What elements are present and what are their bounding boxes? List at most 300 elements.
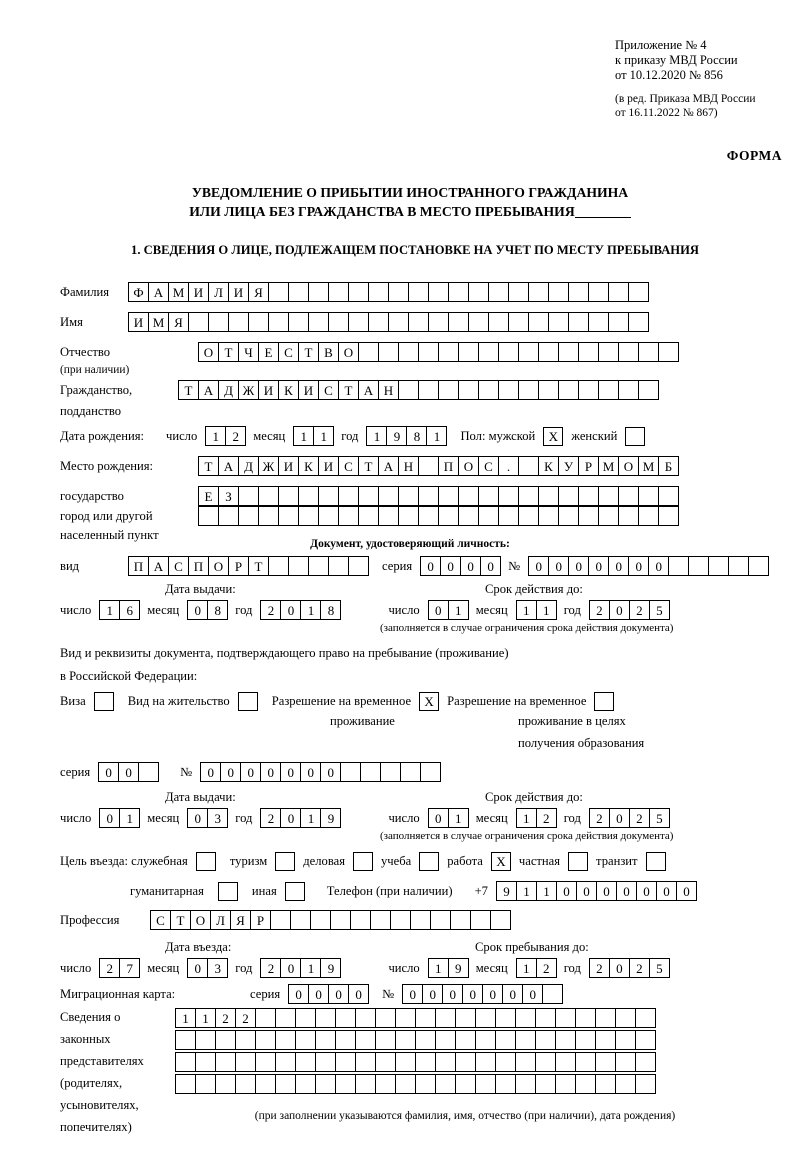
cell[interactable] bbox=[490, 910, 511, 930]
cell[interactable]: В bbox=[318, 342, 339, 362]
cell[interactable]: 0 bbox=[280, 600, 301, 620]
cell[interactable]: 0 bbox=[428, 600, 449, 620]
cell[interactable] bbox=[298, 506, 319, 526]
cell[interactable] bbox=[275, 1074, 296, 1094]
cell[interactable] bbox=[328, 556, 349, 576]
cell[interactable] bbox=[215, 1074, 236, 1094]
cell[interactable] bbox=[608, 282, 629, 302]
cell[interactable]: М bbox=[168, 282, 189, 302]
cell[interactable]: Б bbox=[658, 456, 679, 476]
cell[interactable]: 9 bbox=[448, 958, 469, 978]
cell[interactable] bbox=[235, 1074, 256, 1094]
cell[interactable]: 1 bbox=[300, 600, 321, 620]
cell[interactable]: 7 bbox=[119, 958, 140, 978]
cell[interactable] bbox=[598, 486, 619, 506]
edu-residence-checkbox[interactable] bbox=[594, 692, 614, 711]
cell[interactable]: 0 bbox=[260, 762, 281, 782]
cell[interactable] bbox=[458, 342, 479, 362]
cell[interactable] bbox=[658, 486, 679, 506]
cell[interactable]: К bbox=[278, 380, 299, 400]
cell[interactable]: 2 bbox=[99, 958, 120, 978]
cell[interactable] bbox=[518, 342, 539, 362]
cell[interactable] bbox=[455, 1074, 476, 1094]
cell[interactable]: 0 bbox=[402, 984, 423, 1004]
cell[interactable] bbox=[310, 910, 331, 930]
cell[interactable]: И bbox=[228, 282, 249, 302]
cell[interactable] bbox=[518, 486, 539, 506]
issue-month-input[interactable] bbox=[187, 600, 227, 620]
cell[interactable]: 0 bbox=[609, 958, 630, 978]
cell[interactable] bbox=[458, 380, 479, 400]
cell[interactable] bbox=[315, 1074, 336, 1094]
cell[interactable] bbox=[395, 1052, 416, 1072]
cell[interactable] bbox=[308, 312, 329, 332]
cell[interactable]: А bbox=[148, 556, 169, 576]
valid-day-input[interactable] bbox=[428, 600, 468, 620]
cell[interactable] bbox=[658, 506, 679, 526]
cell[interactable] bbox=[275, 1052, 296, 1072]
cell[interactable] bbox=[308, 556, 329, 576]
cell[interactable] bbox=[188, 312, 209, 332]
cell[interactable] bbox=[398, 486, 419, 506]
cell[interactable] bbox=[295, 1074, 316, 1094]
stay-year-input[interactable] bbox=[589, 958, 669, 978]
cell[interactable]: С bbox=[318, 380, 339, 400]
cell[interactable]: О bbox=[618, 456, 639, 476]
cell[interactable] bbox=[528, 282, 549, 302]
cell[interactable] bbox=[535, 1008, 556, 1028]
cell[interactable] bbox=[538, 380, 559, 400]
cell[interactable]: Я bbox=[248, 282, 269, 302]
cell[interactable] bbox=[558, 506, 579, 526]
cell[interactable]: 1 bbox=[516, 881, 537, 901]
cell[interactable]: К bbox=[298, 456, 319, 476]
cell[interactable] bbox=[370, 910, 391, 930]
cell[interactable]: 0 bbox=[118, 762, 139, 782]
cell[interactable]: 0 bbox=[320, 762, 341, 782]
cell[interactable] bbox=[438, 380, 459, 400]
cell[interactable] bbox=[328, 312, 349, 332]
cell[interactable] bbox=[475, 1030, 496, 1050]
cell[interactable] bbox=[498, 506, 519, 526]
cell[interactable] bbox=[475, 1074, 496, 1094]
cell[interactable] bbox=[360, 762, 381, 782]
cell[interactable] bbox=[375, 1074, 396, 1094]
cell[interactable] bbox=[615, 1052, 636, 1072]
cell[interactable]: 8 bbox=[320, 600, 341, 620]
cell[interactable] bbox=[248, 312, 269, 332]
cell[interactable] bbox=[618, 380, 639, 400]
cell[interactable]: Ж bbox=[238, 380, 259, 400]
cell[interactable]: 1 bbox=[300, 958, 321, 978]
cell[interactable] bbox=[448, 282, 469, 302]
cell[interactable]: И bbox=[298, 380, 319, 400]
cell[interactable]: 0 bbox=[98, 762, 119, 782]
cell[interactable] bbox=[268, 556, 289, 576]
cell[interactable] bbox=[588, 312, 609, 332]
cell[interactable] bbox=[278, 486, 299, 506]
cell[interactable] bbox=[308, 282, 329, 302]
cell[interactable] bbox=[598, 342, 619, 362]
name-input[interactable] bbox=[128, 312, 648, 332]
cell[interactable] bbox=[315, 1052, 336, 1072]
cell[interactable] bbox=[418, 506, 439, 526]
cell[interactable]: 0 bbox=[220, 762, 241, 782]
cell[interactable]: 0 bbox=[428, 808, 449, 828]
cell[interactable] bbox=[318, 486, 339, 506]
cell[interactable]: 0 bbox=[348, 984, 369, 1004]
cell[interactable] bbox=[450, 910, 471, 930]
entry-day-input[interactable] bbox=[99, 958, 139, 978]
cell[interactable]: А bbox=[358, 380, 379, 400]
cell[interactable]: Д bbox=[238, 456, 259, 476]
cell[interactable]: Т bbox=[198, 456, 219, 476]
cell[interactable]: 0 bbox=[308, 984, 329, 1004]
cell[interactable] bbox=[380, 762, 401, 782]
cell[interactable] bbox=[218, 506, 239, 526]
cell[interactable] bbox=[350, 910, 371, 930]
cell[interactable] bbox=[615, 1030, 636, 1050]
cell[interactable]: 1 bbox=[426, 426, 447, 446]
cell[interactable]: 2 bbox=[589, 600, 610, 620]
cell[interactable]: М bbox=[598, 456, 619, 476]
cell[interactable] bbox=[538, 486, 559, 506]
cell[interactable] bbox=[618, 486, 639, 506]
cell[interactable] bbox=[435, 1008, 456, 1028]
cell[interactable] bbox=[618, 506, 639, 526]
cell[interactable]: А bbox=[378, 456, 399, 476]
cell[interactable] bbox=[398, 380, 419, 400]
cell[interactable] bbox=[555, 1008, 576, 1028]
cell[interactable] bbox=[448, 312, 469, 332]
cell[interactable] bbox=[508, 282, 529, 302]
cell[interactable] bbox=[515, 1008, 536, 1028]
cell[interactable] bbox=[235, 1052, 256, 1072]
cell[interactable]: 0 bbox=[648, 556, 669, 576]
cell[interactable]: Т bbox=[248, 556, 269, 576]
cell[interactable] bbox=[598, 380, 619, 400]
cell[interactable]: . bbox=[498, 456, 519, 476]
cell[interactable]: 0 bbox=[422, 984, 443, 1004]
cell[interactable]: Ч bbox=[238, 342, 259, 362]
cell[interactable]: 1 bbox=[99, 600, 120, 620]
cell[interactable] bbox=[335, 1052, 356, 1072]
cell[interactable]: 8 bbox=[207, 600, 228, 620]
cell[interactable] bbox=[548, 282, 569, 302]
cell[interactable]: 0 bbox=[442, 984, 463, 1004]
cell[interactable]: Ж bbox=[258, 456, 279, 476]
cell[interactable]: 1 bbox=[300, 808, 321, 828]
cell[interactable] bbox=[635, 1030, 656, 1050]
cell[interactable] bbox=[495, 1074, 516, 1094]
cell[interactable] bbox=[348, 282, 369, 302]
cell[interactable]: Н bbox=[378, 380, 399, 400]
cell[interactable] bbox=[658, 342, 679, 362]
cell[interactable]: И bbox=[188, 282, 209, 302]
cell[interactable]: 9 bbox=[320, 808, 341, 828]
cell[interactable]: 0 bbox=[528, 556, 549, 576]
birth-place-line-3[interactable] bbox=[198, 506, 678, 526]
sdv-day-input[interactable] bbox=[428, 808, 468, 828]
cell[interactable] bbox=[255, 1052, 276, 1072]
cell[interactable]: Е bbox=[258, 342, 279, 362]
cell[interactable] bbox=[688, 556, 709, 576]
cell[interactable]: 1 bbox=[448, 808, 469, 828]
cell[interactable]: 0 bbox=[609, 600, 630, 620]
cell[interactable]: 0 bbox=[596, 881, 617, 901]
purpose-item-0-checkbox[interactable] bbox=[275, 852, 295, 871]
cell[interactable] bbox=[295, 1052, 316, 1072]
cell[interactable] bbox=[255, 1008, 276, 1028]
cell[interactable] bbox=[535, 1074, 556, 1094]
stay-doc-series-input[interactable] bbox=[98, 762, 158, 782]
cell[interactable] bbox=[328, 282, 349, 302]
cell[interactable]: 0 bbox=[288, 984, 309, 1004]
cell[interactable]: 0 bbox=[568, 556, 589, 576]
cell[interactable]: 2 bbox=[536, 808, 557, 828]
cell[interactable] bbox=[558, 342, 579, 362]
cell[interactable] bbox=[330, 910, 351, 930]
purpose-item-1-checkbox[interactable] bbox=[353, 852, 373, 871]
cell[interactable]: Н bbox=[398, 456, 419, 476]
cell[interactable] bbox=[708, 556, 729, 576]
sex-male-checkbox[interactable]: X bbox=[543, 427, 563, 446]
cell[interactable]: С bbox=[338, 456, 359, 476]
stay-doc-number-input[interactable] bbox=[200, 762, 440, 782]
cell[interactable]: 0 bbox=[548, 556, 569, 576]
cell[interactable]: 1 bbox=[448, 600, 469, 620]
cell[interactable]: 1 bbox=[516, 600, 537, 620]
cell[interactable] bbox=[290, 910, 311, 930]
cell[interactable] bbox=[415, 1030, 436, 1050]
cell[interactable] bbox=[635, 1052, 656, 1072]
cell[interactable]: Т bbox=[298, 342, 319, 362]
cell[interactable] bbox=[275, 1008, 296, 1028]
cell[interactable]: К bbox=[538, 456, 559, 476]
cell[interactable] bbox=[468, 282, 489, 302]
cell[interactable]: 1 bbox=[366, 426, 387, 446]
identity-doc-kind-input[interactable] bbox=[128, 556, 368, 576]
cell[interactable]: 0 bbox=[588, 556, 609, 576]
cell[interactable]: Т bbox=[358, 456, 379, 476]
cell[interactable]: 9 bbox=[386, 426, 407, 446]
cell[interactable]: О bbox=[208, 556, 229, 576]
cell[interactable] bbox=[728, 556, 749, 576]
cell[interactable] bbox=[418, 486, 439, 506]
cell[interactable]: Л bbox=[210, 910, 231, 930]
cell[interactable] bbox=[175, 1052, 196, 1072]
cell[interactable] bbox=[538, 342, 559, 362]
temp-residence-checkbox[interactable]: X bbox=[419, 692, 439, 711]
cell[interactable]: Я bbox=[230, 910, 251, 930]
purpose-item-3-checkbox[interactable]: X bbox=[491, 852, 511, 871]
cell[interactable]: Т bbox=[338, 380, 359, 400]
cell[interactable] bbox=[615, 1008, 636, 1028]
cell[interactable] bbox=[228, 312, 249, 332]
cell[interactable] bbox=[400, 762, 421, 782]
cell[interactable] bbox=[348, 556, 369, 576]
cell[interactable] bbox=[508, 312, 529, 332]
cell[interactable] bbox=[335, 1008, 356, 1028]
cell[interactable]: 0 bbox=[300, 762, 321, 782]
cell[interactable]: 0 bbox=[522, 984, 543, 1004]
cell[interactable]: И bbox=[318, 456, 339, 476]
cell[interactable]: 0 bbox=[200, 762, 221, 782]
cell[interactable]: П bbox=[188, 556, 209, 576]
cell[interactable] bbox=[435, 1074, 456, 1094]
cell[interactable] bbox=[255, 1030, 276, 1050]
cell[interactable]: 0 bbox=[187, 808, 208, 828]
cell[interactable] bbox=[478, 486, 499, 506]
cell[interactable] bbox=[175, 1074, 196, 1094]
legal-rep-input-1[interactable] bbox=[175, 1008, 655, 1028]
cell[interactable] bbox=[288, 556, 309, 576]
cell[interactable] bbox=[278, 506, 299, 526]
cell[interactable]: А bbox=[198, 380, 219, 400]
cell[interactable] bbox=[368, 282, 389, 302]
cell[interactable] bbox=[478, 506, 499, 526]
cell[interactable] bbox=[518, 380, 539, 400]
cell[interactable]: 1 bbox=[293, 426, 314, 446]
cell[interactable] bbox=[270, 910, 291, 930]
sdv-year-input[interactable] bbox=[589, 808, 669, 828]
cell[interactable] bbox=[195, 1030, 216, 1050]
cell[interactable]: 2 bbox=[235, 1008, 256, 1028]
cell[interactable] bbox=[498, 486, 519, 506]
cell[interactable]: 0 bbox=[187, 958, 208, 978]
cell[interactable]: Т bbox=[170, 910, 191, 930]
patronymic-input[interactable] bbox=[198, 342, 678, 362]
issue-day-input[interactable] bbox=[99, 600, 139, 620]
cell[interactable]: 0 bbox=[460, 556, 481, 576]
cell[interactable] bbox=[355, 1030, 376, 1050]
cell[interactable]: 0 bbox=[608, 556, 629, 576]
cell[interactable]: 1 bbox=[313, 426, 334, 446]
cell[interactable] bbox=[598, 506, 619, 526]
cell[interactable] bbox=[575, 1074, 596, 1094]
cell[interactable] bbox=[358, 342, 379, 362]
cell[interactable] bbox=[455, 1030, 476, 1050]
cell[interactable] bbox=[298, 486, 319, 506]
cell[interactable] bbox=[488, 282, 509, 302]
cell[interactable] bbox=[195, 1074, 216, 1094]
cell[interactable]: 0 bbox=[462, 984, 483, 1004]
cell[interactable] bbox=[495, 1052, 516, 1072]
cell[interactable]: 0 bbox=[99, 808, 120, 828]
sdd-month-input[interactable] bbox=[187, 808, 227, 828]
cell[interactable]: М bbox=[638, 456, 659, 476]
cell[interactable] bbox=[408, 312, 429, 332]
cell[interactable] bbox=[568, 282, 589, 302]
cell[interactable] bbox=[558, 486, 579, 506]
cell[interactable] bbox=[398, 342, 419, 362]
purpose-service-checkbox[interactable] bbox=[196, 852, 216, 871]
cell[interactable] bbox=[275, 1030, 296, 1050]
cell[interactable] bbox=[415, 1052, 436, 1072]
cell[interactable] bbox=[608, 312, 629, 332]
cell[interactable]: 0 bbox=[616, 881, 637, 901]
cell[interactable]: 1 bbox=[536, 881, 557, 901]
cell[interactable]: 2 bbox=[629, 958, 650, 978]
cell[interactable]: И bbox=[128, 312, 149, 332]
cell[interactable] bbox=[498, 380, 519, 400]
cell[interactable]: 0 bbox=[420, 556, 441, 576]
valid-month-input[interactable] bbox=[516, 600, 556, 620]
cell[interactable] bbox=[335, 1074, 356, 1094]
cell[interactable]: 0 bbox=[576, 881, 597, 901]
cell[interactable] bbox=[595, 1008, 616, 1028]
visa-checkbox[interactable] bbox=[94, 692, 114, 711]
cell[interactable] bbox=[635, 1008, 656, 1028]
cell[interactable]: 1 bbox=[119, 808, 140, 828]
birth-year-input[interactable] bbox=[366, 426, 446, 446]
cell[interactable] bbox=[288, 282, 309, 302]
cell[interactable] bbox=[458, 486, 479, 506]
cell[interactable] bbox=[595, 1030, 616, 1050]
cell[interactable] bbox=[315, 1030, 336, 1050]
cell[interactable] bbox=[358, 506, 379, 526]
cell[interactable]: Р bbox=[228, 556, 249, 576]
entry-year-input[interactable] bbox=[260, 958, 340, 978]
cell[interactable] bbox=[538, 506, 559, 526]
cell[interactable] bbox=[410, 910, 431, 930]
cell[interactable]: 2 bbox=[260, 808, 281, 828]
cell[interactable]: 5 bbox=[649, 808, 670, 828]
cell[interactable] bbox=[595, 1052, 616, 1072]
cell[interactable] bbox=[435, 1030, 456, 1050]
purpose-item-4-checkbox[interactable] bbox=[568, 852, 588, 871]
migration-series-input[interactable] bbox=[288, 984, 368, 1004]
cell[interactable]: 0 bbox=[187, 600, 208, 620]
cell[interactable]: 3 bbox=[207, 958, 228, 978]
cell[interactable] bbox=[315, 1008, 336, 1028]
cell[interactable] bbox=[638, 342, 659, 362]
cell[interactable] bbox=[355, 1008, 376, 1028]
cell[interactable] bbox=[175, 1030, 196, 1050]
cell[interactable]: 0 bbox=[502, 984, 523, 1004]
cell[interactable] bbox=[238, 506, 259, 526]
sdv-month-input[interactable] bbox=[516, 808, 556, 828]
cell[interactable] bbox=[338, 486, 359, 506]
cell[interactable] bbox=[555, 1030, 576, 1050]
cell[interactable] bbox=[288, 312, 309, 332]
cell[interactable]: 6 bbox=[119, 600, 140, 620]
surname-input[interactable] bbox=[128, 282, 648, 302]
birth-month-input[interactable] bbox=[293, 426, 333, 446]
cell[interactable]: О bbox=[198, 342, 219, 362]
cell[interactable] bbox=[395, 1008, 416, 1028]
cell[interactable]: 8 bbox=[406, 426, 427, 446]
cell[interactable] bbox=[535, 1052, 556, 1072]
cell[interactable] bbox=[568, 312, 589, 332]
cell[interactable] bbox=[515, 1052, 536, 1072]
cell[interactable]: Р bbox=[578, 456, 599, 476]
cell[interactable] bbox=[215, 1030, 236, 1050]
cell[interactable] bbox=[195, 1052, 216, 1072]
cell[interactable] bbox=[575, 1052, 596, 1072]
legal-rep-input-4[interactable] bbox=[175, 1074, 655, 1094]
cell[interactable] bbox=[255, 1074, 276, 1094]
sdd-day-input[interactable] bbox=[99, 808, 139, 828]
cell[interactable] bbox=[455, 1008, 476, 1028]
cell[interactable] bbox=[235, 1030, 256, 1050]
birth-place-line-2[interactable] bbox=[198, 486, 678, 506]
legal-rep-input-3[interactable] bbox=[175, 1052, 655, 1072]
cell[interactable] bbox=[268, 312, 289, 332]
cell[interactable] bbox=[375, 1008, 396, 1028]
cell[interactable] bbox=[418, 380, 439, 400]
cell[interactable]: У bbox=[558, 456, 579, 476]
